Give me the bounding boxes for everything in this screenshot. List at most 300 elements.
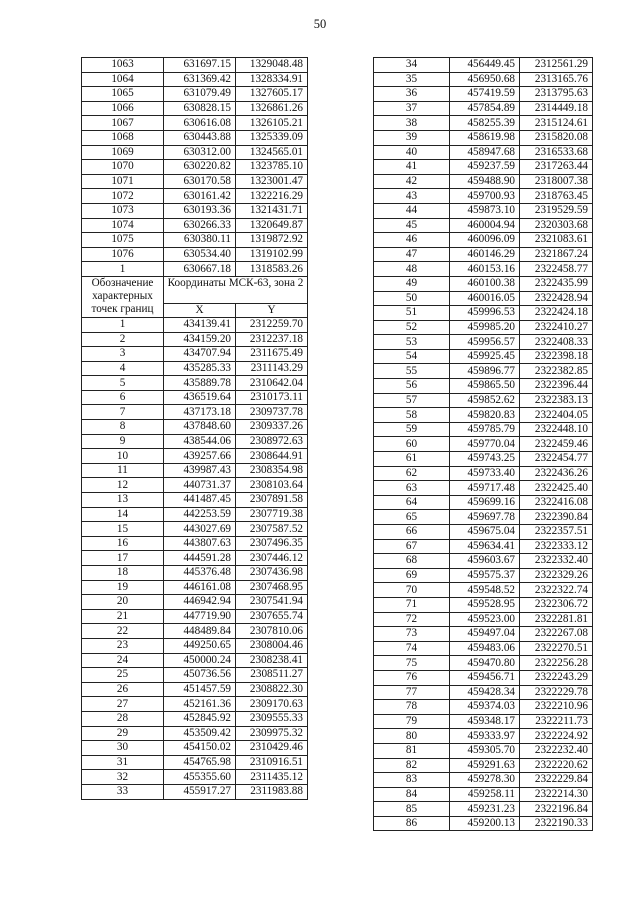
y-coordinate-cell: 2322306.72: [520, 597, 593, 612]
right-rows: [374, 58, 593, 831]
point-number-cell: 44: [374, 203, 450, 218]
y-coordinate-cell: 2308004.46: [236, 638, 308, 653]
point-number-cell: 78: [374, 700, 450, 715]
y-coordinate-cell: 2322281.81: [520, 612, 593, 627]
table-row: [374, 481, 593, 496]
x-coordinate-cell: 459483.06: [450, 641, 520, 656]
table-row: [374, 364, 593, 379]
x-coordinate-cell: 630312.00: [164, 145, 236, 160]
point-number-cell: 57: [374, 393, 450, 408]
point-number-cell: 70: [374, 583, 450, 598]
point-number-cell: 41: [374, 160, 450, 175]
table-row: [82, 784, 308, 799]
x-coordinate-cell: 459374.03: [450, 700, 520, 715]
y-coordinate-cell: 2322425.40: [520, 481, 593, 496]
point-number-cell: 33: [82, 784, 164, 799]
x-coordinate-cell: 444591.28: [164, 551, 236, 566]
y-coordinate-cell: 2321867.24: [520, 247, 593, 262]
y-coordinate-cell: 2322398.18: [520, 349, 593, 364]
table-row: [82, 347, 308, 362]
x-coordinate-cell: 630534.40: [164, 247, 236, 262]
table-row: [82, 697, 308, 712]
y-coordinate-cell: 2322396.44: [520, 379, 593, 394]
y-coordinate-cell: 2309555.33: [236, 711, 308, 726]
table-row: [374, 437, 593, 452]
x-coordinate-cell: 434139.41: [164, 317, 236, 332]
point-number-cell: 68: [374, 554, 450, 569]
y-coordinate-cell: 2311143.29: [236, 361, 308, 376]
y-coordinate-cell: 2322243.29: [520, 670, 593, 685]
table-row: [374, 525, 593, 540]
point-number-cell: 10: [82, 449, 164, 464]
x-coordinate-cell: 630266.33: [164, 218, 236, 233]
left-bottom-rows: [82, 317, 308, 799]
y-coordinate-cell: 2322220.62: [520, 758, 593, 773]
x-coordinate-cell: 459985.20: [450, 320, 520, 335]
x-coordinate-cell: 459231.23: [450, 802, 520, 817]
y-coordinate-cell: 2310916.51: [236, 755, 308, 770]
point-number-cell: 1072: [82, 189, 164, 204]
table-row: [82, 145, 308, 160]
y-coordinate-cell: 2310429.46: [236, 741, 308, 756]
x-coordinate-cell: 459470.80: [450, 656, 520, 671]
table-row: [82, 405, 308, 420]
x-coordinate-cell: 459697.78: [450, 510, 520, 525]
y-coordinate-cell: 2322448.10: [520, 422, 593, 437]
x-coordinate-cell: 445376.48: [164, 566, 236, 581]
y-coordinate-cell: 2322267.08: [520, 627, 593, 642]
y-coordinate-cell: 2322357.51: [520, 525, 593, 540]
table-row: [82, 580, 308, 595]
point-designation-header: Обозначение характерных точек границ: [82, 276, 164, 317]
point-number-cell: 19: [82, 580, 164, 595]
x-coordinate-cell: 459291.63: [450, 758, 520, 773]
x-coordinate-cell: 459820.83: [450, 408, 520, 423]
table-row: [82, 376, 308, 391]
y-coordinate-cell: 2322224.92: [520, 729, 593, 744]
x-coordinate-cell: 435889.78: [164, 376, 236, 391]
y-coordinate-cell: 2322410.27: [520, 320, 593, 335]
x-coordinate-cell: 459743.25: [450, 452, 520, 467]
table-row: [82, 130, 308, 145]
x-coordinate-cell: 459873.10: [450, 203, 520, 218]
y-coordinate-cell: 2322322.74: [520, 583, 593, 598]
table-row: [82, 711, 308, 726]
table-row: [82, 566, 308, 581]
y-coordinate-cell: 2322214.30: [520, 787, 593, 802]
x-coordinate-cell: 458947.68: [450, 145, 520, 160]
y-coordinate-cell: 2307436.98: [236, 566, 308, 581]
point-number-cell: 80: [374, 729, 450, 744]
x-coordinate-cell: 449250.65: [164, 638, 236, 653]
x-coordinate-cell: 456950.68: [450, 72, 520, 87]
y-coordinate-cell: 2320303.68: [520, 218, 593, 233]
y-coordinate-cell: 2322333.12: [520, 539, 593, 554]
x-coordinate-cell: 443807.63: [164, 536, 236, 551]
x-coordinate-cell: 630443.88: [164, 130, 236, 145]
table-row: [374, 130, 593, 145]
y-coordinate-cell: 2311983.88: [236, 784, 308, 799]
x-coordinate-cell: 452845.92: [164, 711, 236, 726]
point-number-cell: 34: [374, 58, 450, 73]
x-coordinate-cell: 460100.38: [450, 276, 520, 291]
point-number-cell: 11: [82, 463, 164, 478]
left-coordinates-table: [81, 57, 308, 800]
x-coordinate-cell: 459925.45: [450, 349, 520, 364]
point-number-cell: 27: [82, 697, 164, 712]
table-row: [82, 87, 308, 102]
point-number-cell: 37: [374, 101, 450, 116]
point-number-cell: 59: [374, 422, 450, 437]
y-coordinate-cell: 2308103.64: [236, 478, 308, 493]
table-row: [82, 101, 308, 116]
x-coordinate-cell: 459523.00: [450, 612, 520, 627]
point-number-cell: 2: [82, 332, 164, 347]
point-number-cell: 42: [374, 174, 450, 189]
point-number-cell: 52: [374, 320, 450, 335]
y-coordinate-cell: 2307891.58: [236, 493, 308, 508]
x-coordinate-cell: 459497.04: [450, 627, 520, 642]
y-column-header: Y: [236, 303, 308, 317]
table-row: [82, 638, 308, 653]
point-number-cell: 1071: [82, 174, 164, 189]
table-row: [374, 58, 593, 73]
y-coordinate-cell: 2322190.33: [520, 816, 593, 831]
point-number-cell: 1064: [82, 72, 164, 87]
point-number-cell: 81: [374, 743, 450, 758]
y-coordinate-cell: 2307719.38: [236, 507, 308, 522]
point-number-cell: 39: [374, 130, 450, 145]
x-coordinate-cell: 459996.53: [450, 306, 520, 321]
point-number-cell: 74: [374, 641, 450, 656]
table-row: [374, 816, 593, 831]
y-coordinate-cell: 2322270.51: [520, 641, 593, 656]
table-row: [82, 551, 308, 566]
y-coordinate-cell: 2308238.41: [236, 653, 308, 668]
table-row: [374, 773, 593, 788]
x-coordinate-cell: 442253.59: [164, 507, 236, 522]
x-coordinate-cell: 452161.36: [164, 697, 236, 712]
point-number-cell: 40: [374, 145, 450, 160]
x-coordinate-cell: 459428.34: [450, 685, 520, 700]
x-coordinate-cell: 437848.60: [164, 420, 236, 435]
point-number-cell: 73: [374, 627, 450, 642]
x-coordinate-cell: 443027.69: [164, 522, 236, 537]
x-coordinate-cell: 441487.45: [164, 493, 236, 508]
y-coordinate-cell: 2307446.12: [236, 551, 308, 566]
table-row: [374, 568, 593, 583]
x-coordinate-cell: 459348.17: [450, 714, 520, 729]
x-coordinate-cell: 460146.29: [450, 247, 520, 262]
table-row: [82, 726, 308, 741]
y-coordinate-cell: 2315820.08: [520, 130, 593, 145]
y-coordinate-cell: 2309975.32: [236, 726, 308, 741]
table-row: [82, 668, 308, 683]
table-row: [374, 247, 593, 262]
x-coordinate-cell: 459733.40: [450, 466, 520, 481]
x-coordinate-cell: 459237.59: [450, 160, 520, 175]
table-row: [374, 203, 593, 218]
y-coordinate-cell: 2307496.35: [236, 536, 308, 551]
point-number-cell: 28: [82, 711, 164, 726]
point-number-cell: 83: [374, 773, 450, 788]
y-coordinate-cell: 2322435.99: [520, 276, 593, 291]
table-row: [374, 233, 593, 248]
table-row: [374, 758, 593, 773]
table-row: [374, 656, 593, 671]
x-coordinate-cell: 458255.39: [450, 116, 520, 131]
table-row: [82, 390, 308, 405]
x-coordinate-cell: 460153.16: [450, 262, 520, 277]
point-number-cell: 1074: [82, 218, 164, 233]
x-coordinate-cell: 460016.05: [450, 291, 520, 306]
table-row: [374, 583, 593, 598]
point-number-cell: 1070: [82, 160, 164, 175]
x-coordinate-cell: 459852.62: [450, 393, 520, 408]
y-coordinate-cell: 1319872.92: [236, 233, 308, 248]
x-coordinate-cell: 459333.97: [450, 729, 520, 744]
y-coordinate-cell: 1320649.87: [236, 218, 308, 233]
point-number-cell: 61: [374, 452, 450, 467]
table-row: [82, 262, 308, 277]
x-coordinate-cell: 457854.89: [450, 101, 520, 116]
point-number-cell: 54: [374, 349, 450, 364]
point-number-cell: 1075: [82, 233, 164, 248]
right-coordinates-table: [373, 57, 593, 831]
point-number-cell: 50: [374, 291, 450, 306]
point-number-cell: 46: [374, 233, 450, 248]
x-coordinate-cell: 459675.04: [450, 525, 520, 540]
table-row: [374, 495, 593, 510]
table-row: [374, 422, 593, 437]
x-coordinate-cell: 453509.42: [164, 726, 236, 741]
table-row: [374, 72, 593, 87]
x-coordinate-cell: 454150.02: [164, 741, 236, 756]
y-coordinate-cell: 1319102.99: [236, 247, 308, 262]
table-row: [374, 408, 593, 423]
point-number-cell: 26: [82, 682, 164, 697]
y-coordinate-cell: 1326105.21: [236, 116, 308, 131]
y-coordinate-cell: 2322459.46: [520, 437, 593, 452]
y-coordinate-cell: 2322332.40: [520, 554, 593, 569]
point-number-cell: 12: [82, 478, 164, 493]
x-coordinate-cell: 446942.94: [164, 595, 236, 610]
table-header: [82, 276, 308, 317]
x-coordinate-cell: 459488.90: [450, 174, 520, 189]
table-row: [374, 539, 593, 554]
x-coordinate-cell: 459575.37: [450, 568, 520, 583]
x-coordinate-cell: 459700.93: [450, 189, 520, 204]
point-number-cell: 47: [374, 247, 450, 262]
x-coordinate-cell: 630616.08: [164, 116, 236, 131]
point-number-cell: 71: [374, 597, 450, 612]
y-coordinate-cell: 2313165.76: [520, 72, 593, 87]
table-row: [82, 160, 308, 175]
table-row: [82, 189, 308, 204]
x-coordinate-cell: 434707.94: [164, 347, 236, 362]
point-number-cell: 49: [374, 276, 450, 291]
x-coordinate-cell: 459634.41: [450, 539, 520, 554]
x-coordinate-cell: 460096.09: [450, 233, 520, 248]
table-row: [374, 641, 593, 656]
point-number-cell: 77: [374, 685, 450, 700]
y-coordinate-cell: 2322210.96: [520, 700, 593, 715]
y-coordinate-cell: 2322383.13: [520, 393, 593, 408]
table-row: [374, 335, 593, 350]
x-coordinate-cell: 631697.15: [164, 58, 236, 73]
y-coordinate-cell: 2307655.74: [236, 609, 308, 624]
point-number-cell: 51: [374, 306, 450, 321]
point-number-cell: 67: [374, 539, 450, 554]
table-row: [374, 729, 593, 744]
point-number-cell: 32: [82, 770, 164, 785]
point-number-cell: 31: [82, 755, 164, 770]
table-row: [374, 787, 593, 802]
table-row: [374, 101, 593, 116]
y-coordinate-cell: 1327605.17: [236, 87, 308, 102]
table-row: [82, 741, 308, 756]
table-row: [82, 522, 308, 537]
x-coordinate-cell: 434159.20: [164, 332, 236, 347]
x-coordinate-cell: 630193.36: [164, 203, 236, 218]
y-coordinate-cell: 2309737.78: [236, 405, 308, 420]
point-number-cell: 25: [82, 668, 164, 683]
y-coordinate-cell: 2307587.52: [236, 522, 308, 537]
y-coordinate-cell: 2322382.85: [520, 364, 593, 379]
y-coordinate-cell: 2307468.95: [236, 580, 308, 595]
point-number-cell: 1063: [82, 58, 164, 73]
x-coordinate-cell: 631369.42: [164, 72, 236, 87]
point-number-cell: 79: [374, 714, 450, 729]
table-row: [82, 361, 308, 376]
x-coordinate-cell: 630220.82: [164, 160, 236, 175]
table-row: [374, 802, 593, 817]
table-row: [374, 685, 593, 700]
table-row: [374, 276, 593, 291]
point-number-cell: 5: [82, 376, 164, 391]
x-coordinate-cell: 455355.60: [164, 770, 236, 785]
y-coordinate-cell: 2308644.91: [236, 449, 308, 464]
x-coordinate-cell: 437173.18: [164, 405, 236, 420]
x-coordinate-cell: 459717.48: [450, 481, 520, 496]
table-row: [82, 332, 308, 347]
x-coordinate-cell: 630380.11: [164, 233, 236, 248]
y-coordinate-cell: 1322216.29: [236, 189, 308, 204]
y-coordinate-cell: 2315124.61: [520, 116, 593, 131]
table-row: [374, 554, 593, 569]
y-coordinate-cell: 2316533.68: [520, 145, 593, 160]
table-row: [374, 452, 593, 467]
y-coordinate-cell: 2308972.63: [236, 434, 308, 449]
y-coordinate-cell: 2310173.11: [236, 390, 308, 405]
point-number-cell: 9: [82, 434, 164, 449]
table-row: [374, 510, 593, 525]
x-column-header: X: [164, 303, 236, 317]
table-row: [82, 682, 308, 697]
x-coordinate-cell: 459785.79: [450, 422, 520, 437]
table-row: [374, 218, 593, 233]
x-coordinate-cell: 459699.16: [450, 495, 520, 510]
point-number-cell: 75: [374, 656, 450, 671]
y-coordinate-cell: 2308511.27: [236, 668, 308, 683]
point-number-cell: 1068: [82, 130, 164, 145]
x-coordinate-cell: 456449.45: [450, 58, 520, 73]
table-row: [82, 536, 308, 551]
table-row: [374, 320, 593, 335]
point-number-cell: 1: [82, 317, 164, 332]
x-coordinate-cell: 438544.06: [164, 434, 236, 449]
table-row: [374, 349, 593, 364]
coordinates-header: Координаты МСК-63, зона 2: [164, 276, 308, 303]
y-coordinate-cell: 2311435.12: [236, 770, 308, 785]
point-number-cell: 65: [374, 510, 450, 525]
x-coordinate-cell: 446161.08: [164, 580, 236, 595]
y-coordinate-cell: 2322390.84: [520, 510, 593, 525]
x-coordinate-cell: 435285.33: [164, 361, 236, 376]
x-coordinate-cell: 459896.77: [450, 364, 520, 379]
y-coordinate-cell: 2322404.05: [520, 408, 593, 423]
point-number-cell: 66: [374, 525, 450, 540]
table-row: [374, 291, 593, 306]
table-row: [82, 203, 308, 218]
x-coordinate-cell: 459956.57: [450, 335, 520, 350]
point-number-cell: 53: [374, 335, 450, 350]
y-coordinate-cell: 2322229.84: [520, 773, 593, 788]
x-coordinate-cell: 454765.98: [164, 755, 236, 770]
x-coordinate-cell: 459200.13: [450, 816, 520, 831]
y-coordinate-cell: 1323001.47: [236, 174, 308, 189]
table-row: [82, 493, 308, 508]
left-top-rows: [82, 58, 308, 277]
x-coordinate-cell: 630161.42: [164, 189, 236, 204]
x-coordinate-cell: 439257.66: [164, 449, 236, 464]
x-coordinate-cell: 440731.37: [164, 478, 236, 493]
y-coordinate-cell: 2309170.63: [236, 697, 308, 712]
x-coordinate-cell: 630170.58: [164, 174, 236, 189]
point-number-cell: 36: [374, 87, 450, 102]
point-number-cell: 56: [374, 379, 450, 394]
y-coordinate-cell: 2322256.28: [520, 656, 593, 671]
y-coordinate-cell: 2317263.44: [520, 160, 593, 175]
y-coordinate-cell: 2308822.30: [236, 682, 308, 697]
table-row: [82, 247, 308, 262]
point-number-cell: 24: [82, 653, 164, 668]
y-coordinate-cell: 2314449.18: [520, 101, 593, 116]
y-coordinate-cell: 2322458.77: [520, 262, 593, 277]
x-coordinate-cell: 459865.50: [450, 379, 520, 394]
point-number-cell: 14: [82, 507, 164, 522]
y-coordinate-cell: 2322211.73: [520, 714, 593, 729]
point-number-cell: 1073: [82, 203, 164, 218]
table-row: [82, 463, 308, 478]
y-coordinate-cell: 2309337.26: [236, 420, 308, 435]
table-row: [374, 87, 593, 102]
y-coordinate-cell: 2313795.63: [520, 87, 593, 102]
x-coordinate-cell: 450736.56: [164, 668, 236, 683]
table-row: [82, 233, 308, 248]
point-number-cell: 3: [82, 347, 164, 362]
y-coordinate-cell: 2322229.78: [520, 685, 593, 700]
y-coordinate-cell: 2312561.29: [520, 58, 593, 73]
y-coordinate-cell: 1325339.09: [236, 130, 308, 145]
table-row: [82, 595, 308, 610]
x-coordinate-cell: 459258.11: [450, 787, 520, 802]
y-coordinate-cell: 2322329.26: [520, 568, 593, 583]
point-number-cell: 17: [82, 551, 164, 566]
x-coordinate-cell: 458619.98: [450, 130, 520, 145]
point-number-cell: 76: [374, 670, 450, 685]
table-row: [82, 317, 308, 332]
